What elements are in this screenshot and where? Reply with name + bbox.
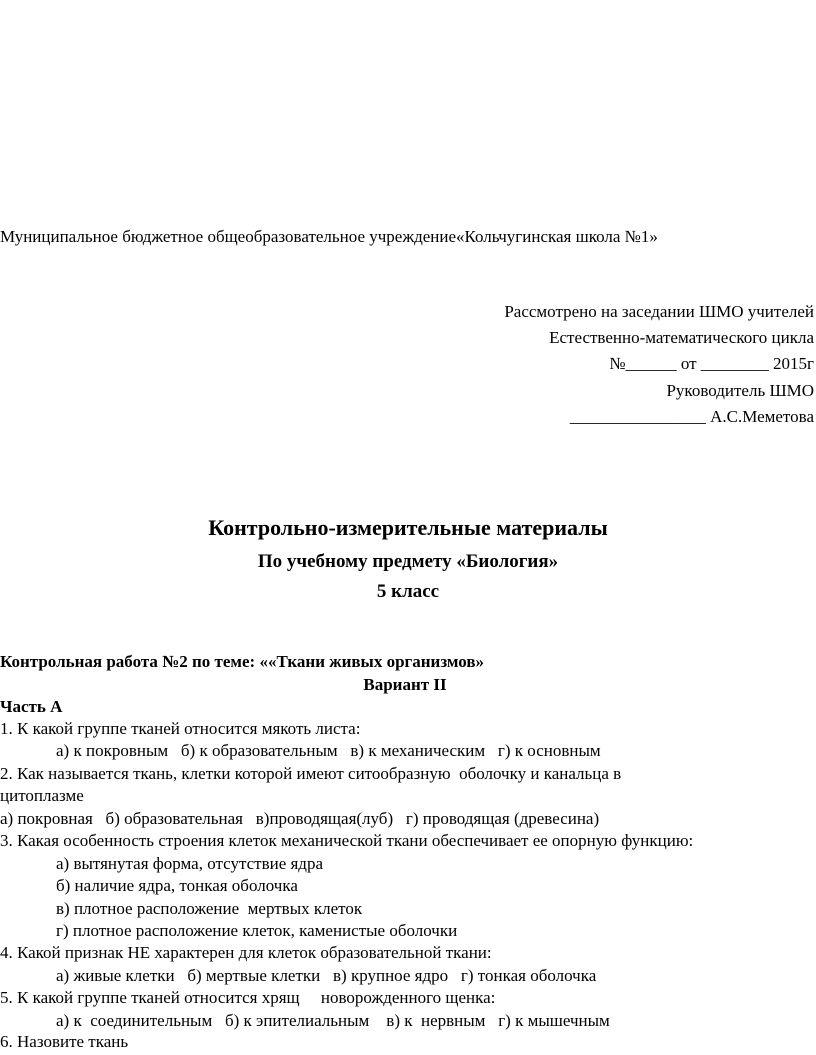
grade-title: 5 класс xyxy=(376,581,440,602)
document-title: Контрольно-измерительные материалы xyxy=(208,515,608,540)
question-6: 6. Назовите ткань xyxy=(0,1032,129,1051)
question-2-line-1: 2. Как называется ткань, клетки которой имеют ситообразную оболочку и канальца в xyxy=(0,764,622,783)
question-5: 5. К какой группе тканей относится хрящ новорожденного щенка: xyxy=(0,988,496,1007)
test-heading: Контрольная работа №2 по теме: ««Ткани живых организмов» xyxy=(0,652,485,671)
question-3-option-b: б) наличие ядра, тонкая оболочка xyxy=(56,876,298,895)
subject-title: По учебному предмету «Биология» xyxy=(257,551,559,572)
question-2-options: а) покровная б) образовательная в)проводящая(луб) г) проводящая (древесина) xyxy=(0,809,600,828)
question-3-option-a: а) вытянутая форма, отсутствие ядра xyxy=(56,854,324,873)
approval-signature-line: ________________ А.С.Меметова xyxy=(569,407,814,426)
approval-head-title: Руководитель ШМО xyxy=(666,381,814,400)
question-3: 3. Какая особенность строения клеток механической ткани обеспечивает ее опорную функцию: xyxy=(0,831,694,850)
approval-protocol-line: №______ от ________ 2015г xyxy=(609,354,814,373)
question-1: 1. К какой группе тканей относится мякоть листа: xyxy=(0,719,361,738)
question-3-option-c: в) плотное расположение мертвых клеток xyxy=(56,899,363,918)
question-1-options: а) к покровным б) к образовательным в) к механическим г) к основным xyxy=(56,741,601,760)
question-5-options: а) к соединительным б) к эпителиальным в) к нервным г) к мышечным xyxy=(56,1011,610,1030)
institution-name: Муниципальное бюджетное общеобразовательное учреждение«Кольчугинская школа №1» xyxy=(0,227,658,246)
part-label: Часть А xyxy=(0,697,63,716)
approval-line-1: Рассмотрено на заседании ШМО учителей xyxy=(504,302,814,321)
question-4-options: а) живые клетки б) мертвые клетки в) крупное ядро г) тонкая оболочка xyxy=(56,966,597,985)
question-3-option-d: г) плотное расположение клеток, каменистые оболочки xyxy=(56,921,458,940)
approval-line-2: Естественно-математического цикла xyxy=(549,328,814,347)
question-2-line-2: цитоплазме xyxy=(0,786,84,805)
variant-text: Вариант II xyxy=(363,675,447,694)
variant-label xyxy=(0,674,816,696)
question-4: 4. Какой признак НЕ характерен для клеток образовательной ткани: xyxy=(0,943,492,962)
